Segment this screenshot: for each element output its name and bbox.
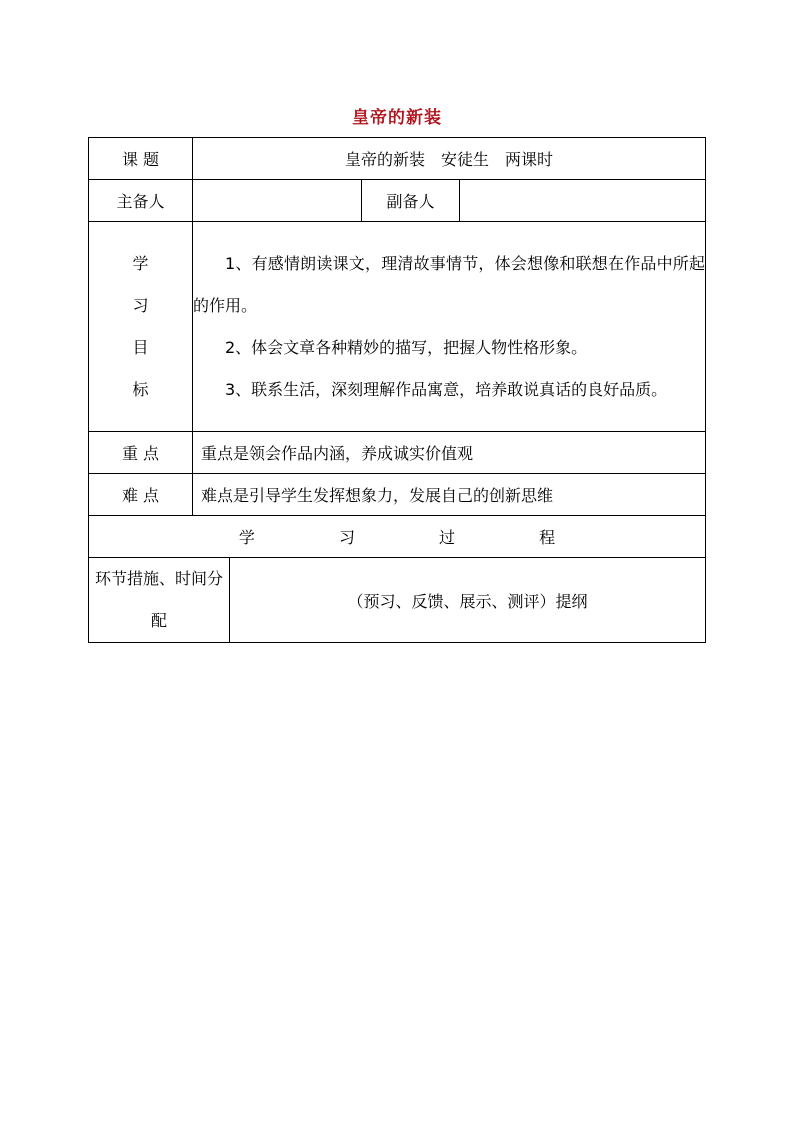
learning-goals-row <box>89 222 706 432</box>
key-point-value: 重点是领会作品内涵，养成诚实价值观 <box>193 432 706 474</box>
sub-preparer-label: 副备人 <box>362 180 460 222</box>
goal-label-char: 学 <box>132 253 149 273</box>
preparer-row <box>89 180 706 222</box>
key-point-label: 重 点 <box>89 432 193 474</box>
key-point-row <box>89 432 706 474</box>
main-preparer-value <box>193 180 362 222</box>
topic-value: 皇帝的新装 安徒生 两课时 <box>193 138 706 180</box>
process-heading-char: 学 <box>238 528 255 547</box>
goal-item: 1、有感情朗读课文，理清故事情节，体会想像和联想在作品中所起的作用。 <box>193 253 706 315</box>
difficulty-row <box>89 474 706 516</box>
difficulty-label: 难 点 <box>89 474 193 516</box>
steps-label: 环节措施、时间分配 <box>89 558 230 643</box>
process-heading-char: 过 <box>439 528 456 547</box>
document-title: 皇帝的新装 <box>352 108 442 128</box>
learning-process-heading <box>89 516 706 558</box>
main-preparer-label: 主备人 <box>89 180 193 222</box>
steps-value: （预习、反馈、展示、测评）提纲 <box>230 558 706 643</box>
goal-label-char: 标 <box>132 379 149 399</box>
goal-item: 2、体会文章各种精妙的描写，把握人物性格形象。 <box>225 337 588 357</box>
steps-row <box>89 558 706 643</box>
goal-label-char: 目 <box>132 337 149 357</box>
sub-preparer-value <box>460 180 706 222</box>
lesson-plan-table <box>88 137 706 643</box>
process-heading-char: 习 <box>338 528 355 547</box>
learning-goals-content <box>193 222 706 432</box>
learning-goals-label <box>89 222 193 432</box>
difficulty-value: 难点是引导学生发挥想象力，发展自己的创新思维 <box>193 474 706 516</box>
learning-process-row <box>89 516 706 558</box>
topic-label: 课 题 <box>89 138 193 180</box>
process-heading-char: 程 <box>539 528 556 547</box>
topic-row <box>89 138 706 180</box>
goal-item: 3、联系生活，深刻理解作品寓意，培养敢说真话的良好品质。 <box>225 379 668 399</box>
goal-label-char: 习 <box>132 295 149 315</box>
